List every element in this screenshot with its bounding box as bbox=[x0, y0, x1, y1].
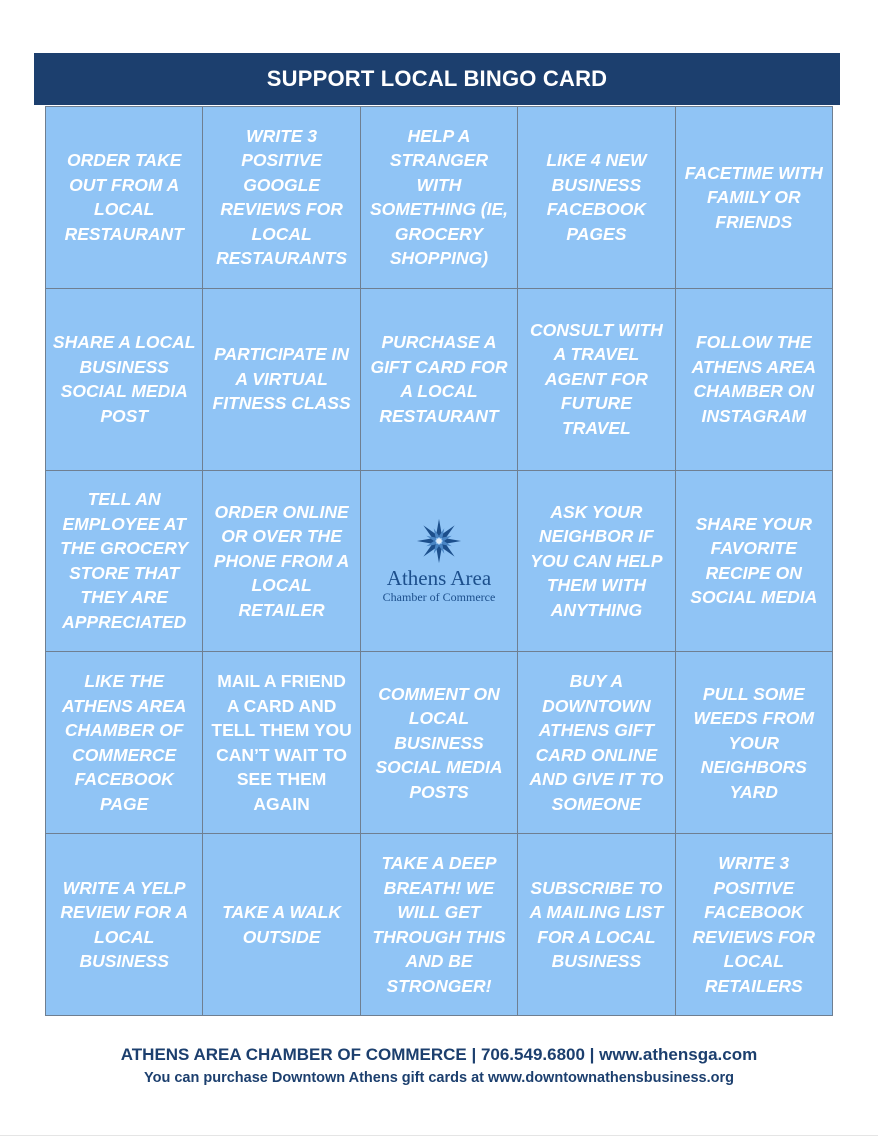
free-space-logo bbox=[361, 471, 518, 653]
bingo-cell: FACETIME WITH FAMILY OR FRIENDS bbox=[676, 107, 833, 289]
star-burst-icon bbox=[416, 518, 462, 564]
bingo-cell: TELL AN EMPLOYEE AT THE GROCERY STORE THAT THEY ARE APPRECIATED bbox=[46, 471, 203, 653]
bingo-cell: LIKE THE ATHENS AREA CHAMBER OF COMMERCE FACEBOOK PAGE bbox=[46, 652, 203, 834]
bingo-cell: MAIL A FRIEND A CARD AND TELL THEM YOU CAN’T WAIT TO SEE THEM AGAIN bbox=[203, 652, 360, 834]
bingo-cell: WRITE 3 POSITIVE GOOGLE REVIEWS FOR LOCAL RESTAURANTS bbox=[203, 107, 360, 289]
bingo-cell: WRITE A YELP REVIEW FOR A LOCAL BUSINESS bbox=[46, 834, 203, 1016]
bingo-cell: FOLLOW THE ATHENS AREA CHAMBER ON INSTAGRAM bbox=[676, 289, 833, 471]
bingo-cell: ORDER TAKE OUT FROM A LOCAL RESTAURANT bbox=[46, 107, 203, 289]
bingo-cell: TAKE A DEEP BREATH! WE WILL GET THROUGH THIS AND BE STRONGER! bbox=[361, 834, 518, 1016]
bingo-cell: ASK YOUR NEIGHBOR IF YOU CAN HELP THEM WITH ANYTHING bbox=[518, 471, 675, 653]
footer-giftcard-note: You can purchase Downtown Athens gift cards at www.downtownathensbusiness.org bbox=[144, 1070, 734, 1086]
bingo-cell: SUBSCRIBE TO A MAILING LIST FOR A LOCAL BUSINESS bbox=[518, 834, 675, 1016]
bingo-cell: TAKE A WALK OUTSIDE bbox=[203, 834, 360, 1016]
bingo-cell: ORDER ONLINE OR OVER THE PHONE FROM A LOCAL RETAILER bbox=[203, 471, 360, 653]
logo-name: Athens Area bbox=[386, 565, 492, 590]
bingo-cell: SHARE YOUR FAVORITE RECIPE ON SOCIAL MEDIA bbox=[676, 471, 833, 653]
page-title: SUPPORT LOCAL BINGO CARD bbox=[34, 53, 840, 105]
bingo-cell: PARTICIPATE IN A VIRTUAL FITNESS CLASS bbox=[203, 289, 360, 471]
bingo-cell: LIKE 4 NEW BUSINESS FACEBOOK PAGES bbox=[518, 107, 675, 289]
bingo-cell: PURCHASE A GIFT CARD FOR A LOCAL RESTAURANT bbox=[361, 289, 518, 471]
bottom-divider bbox=[0, 1135, 878, 1136]
bingo-cell: WRITE 3 POSITIVE FACEBOOK REVIEWS FOR LOCAL RETAILERS bbox=[676, 834, 833, 1016]
bingo-cell: BUY A DOWNTOWN ATHENS GIFT CARD ONLINE AND GIVE IT TO SOMEONE bbox=[518, 652, 675, 834]
bingo-cell: HELP A STRANGER WITH SOMETHING (IE, GROCERY SHOPPING) bbox=[361, 107, 518, 289]
bingo-cell: COMMENT ON LOCAL BUSINESS SOCIAL MEDIA POSTS bbox=[361, 652, 518, 834]
logo-subtitle: Chamber of Commerce bbox=[382, 589, 496, 604]
bingo-grid bbox=[45, 106, 833, 1016]
bingo-cell: PULL SOME WEEDS FROM YOUR NEIGHBORS YARD bbox=[676, 652, 833, 834]
footer-contact: ATHENS AREA CHAMBER OF COMMERCE | 706.549.6800 | www.athensga.com bbox=[120, 1045, 758, 1064]
bingo-cell: CONSULT WITH A TRAVEL AGENT FOR FUTURE TRAVEL bbox=[518, 289, 675, 471]
bingo-cell: SHARE A LOCAL BUSINESS SOCIAL MEDIA POST bbox=[46, 289, 203, 471]
